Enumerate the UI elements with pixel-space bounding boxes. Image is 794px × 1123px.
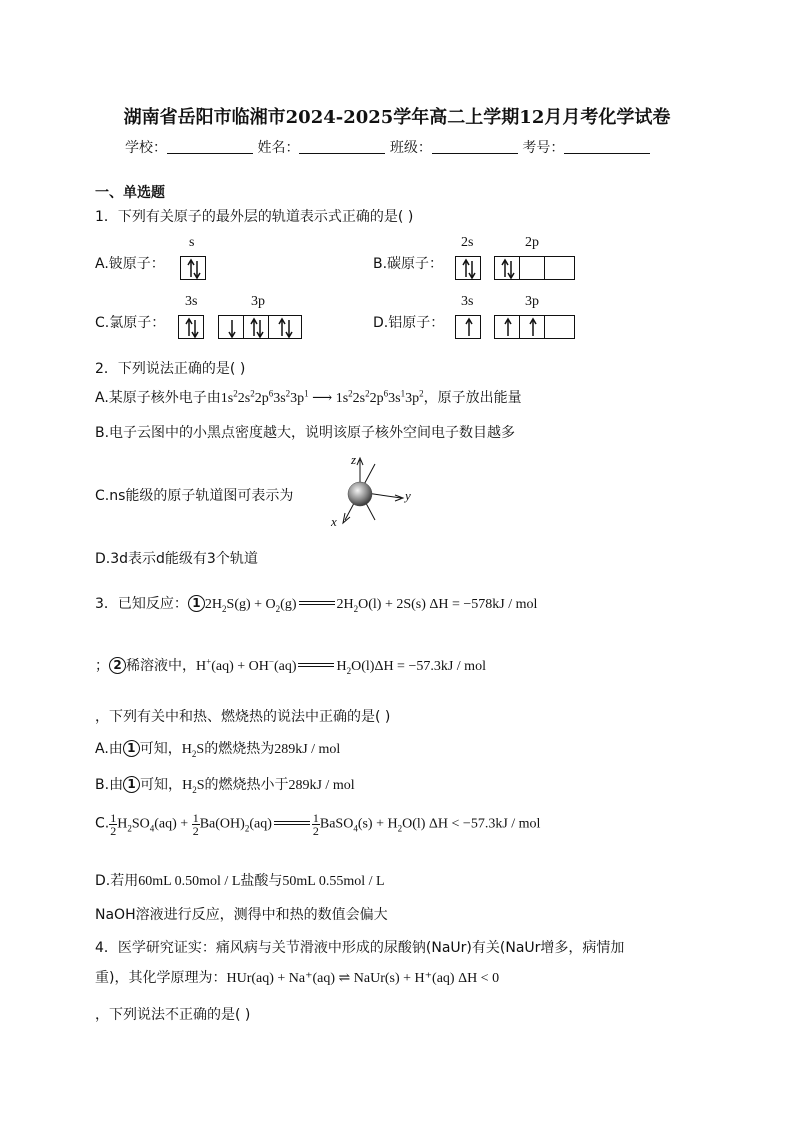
q3-d-value1: 60mL 0.50mol / L xyxy=(138,874,241,889)
q3-b-tail: 的燃烧热小于 xyxy=(204,777,289,793)
name-blank[interactable] xyxy=(299,139,385,154)
orbital-box xyxy=(455,315,481,339)
q3-b-text: 可知， xyxy=(140,777,183,793)
label-3p: 3p xyxy=(525,294,539,309)
fraction-half: $\frac{1}{2}$ xyxy=(110,811,117,838)
paired-arrows-icon xyxy=(244,316,270,340)
class-blank[interactable] xyxy=(432,139,518,154)
q3-option-d-line2: NaOH溶液进行反应，测得中和热的数值会偏大 xyxy=(95,907,388,923)
class-label: 班级： xyxy=(389,140,432,156)
section-heading: 一、单选题 xyxy=(95,185,165,201)
orbital-box xyxy=(494,256,520,280)
q3-stem-post: ，下列有关中和热、燃烧热的说法中正确的是( ) xyxy=(95,709,391,725)
q1-stem: 1．下列有关原子的最外层的轨道表示式正确的是( ) xyxy=(95,209,414,225)
down-arrow-icon xyxy=(219,316,245,340)
label-3p: 3p xyxy=(251,294,265,309)
q1-option-a[interactable]: A.铍原子： xyxy=(95,256,165,272)
paired-arrows-icon xyxy=(269,316,303,340)
exam-no-label: 考号： xyxy=(522,140,565,156)
orbital-box xyxy=(494,315,520,339)
q3-reaction-2 xyxy=(95,655,486,676)
info-line xyxy=(125,137,650,157)
orbital-box xyxy=(268,315,302,339)
q4-stem-line3: ，下列说法不正确的是( ) xyxy=(95,1007,251,1023)
orbital-box xyxy=(178,315,204,339)
exam-no-blank[interactable] xyxy=(564,139,650,154)
axis-z-label: z xyxy=(351,452,357,467)
q2-a-tail: ，原子放出能量 xyxy=(423,390,522,406)
name-label: 姓名： xyxy=(257,140,300,156)
paired-arrows-icon xyxy=(179,316,205,340)
label-2s: 2s xyxy=(461,235,474,250)
reaction-2: H+(aq) + OH−(aq) $H_2O(l)$ xyxy=(196,656,375,676)
sphere-shape xyxy=(348,482,372,506)
up-arrow-icon xyxy=(520,316,546,340)
q2-option-d[interactable]: D.3d表示d能级有3个轨道 xyxy=(95,551,258,567)
q3-a-text: 可知， xyxy=(139,741,182,757)
axis-x-label: x xyxy=(331,514,337,529)
school-blank[interactable] xyxy=(167,139,253,154)
q3-d-mid: 盐酸与 xyxy=(240,873,283,889)
electron-config: $1s^22s^22p^63s^23p^1$ ⟶ $1s^22s^22p^63s^13p^2$ xyxy=(220,388,424,406)
q3-b-letter: B. xyxy=(95,777,110,793)
axis-y-label: y xyxy=(405,488,411,503)
q3-b-value: 289kJ / mol xyxy=(288,778,355,793)
q1-option-c[interactable]: C.氯原子： xyxy=(95,315,166,331)
q3-d-value2: 50mL 0.55mol / L xyxy=(282,874,385,889)
orbital-box xyxy=(544,256,575,280)
q1-option-b[interactable]: B.碳原子： xyxy=(373,256,444,272)
label-3s: 3s xyxy=(185,294,198,309)
label-2p: 2p xyxy=(525,235,539,250)
q3-stem xyxy=(95,593,537,614)
orbital-box xyxy=(519,256,545,280)
q2-option-b[interactable]: B.电子云图中的小黑点密度越大，说明该原子核外空间电子数目越多 xyxy=(95,425,516,441)
fraction-half: $\frac{1}{2}$ xyxy=(312,811,319,838)
paired-arrows-icon xyxy=(181,257,207,281)
q2-a-text: A.某原子核外电子由 xyxy=(95,390,221,406)
s-orbital-diagram xyxy=(325,450,415,532)
fraction-half: $\frac{1}{2}$ xyxy=(192,811,199,838)
q2-option-a[interactable] xyxy=(95,387,522,407)
orbital-box xyxy=(519,315,545,339)
q3-d-text: D.若用 xyxy=(95,873,139,889)
reaction-1: $2H_2S(g) + O_2(g) 2H_2O(l) + 2S(s)$ xyxy=(204,597,430,614)
q3-option-a[interactable] xyxy=(95,738,340,759)
label-s: s xyxy=(189,235,195,250)
h2s-formula: $H_2S$ xyxy=(182,778,205,795)
q3-stem-text: 3．已知反应： xyxy=(95,596,188,612)
circle-number-2: 2 xyxy=(109,657,126,674)
q4-equation: HUr(aq) + Na⁺(aq) ⇌ NaUr(s) + H⁺(aq) ΔH < 0 xyxy=(226,971,500,986)
q4-stem-line2 xyxy=(95,967,499,987)
circle-number-1: 1 xyxy=(123,740,140,757)
q3-r2-text: 稀溶液中， xyxy=(126,658,196,674)
page-title: 湖南省岳阳市临湘市2024-2025学年高二上学期12月月考化学试卷 xyxy=(123,107,671,128)
circle-number-1: 1 xyxy=(188,595,205,612)
q2-option-c[interactable]: C.ns能级的原子轨道图可表示为 xyxy=(95,488,294,504)
orbital-box xyxy=(455,256,481,280)
q3-option-c[interactable]: C. $\frac{1}{2}$ $H_2SO_4(aq)$ + $\frac{1}{2}$ $Ba(OH)_2(aq)$ $\frac{1}{2}$ BaSO$_4$(s) + $H_2O(l) \Delta H < -57.3kJ$ / mol xyxy=(95,811,541,838)
school-label: 学校： xyxy=(125,140,167,156)
up-arrow-icon xyxy=(456,316,482,340)
orbital-box xyxy=(243,315,269,339)
orbital-box xyxy=(218,315,244,339)
q3-b-by: 由 xyxy=(109,777,124,793)
reaction-2-dh: ΔH = −57.3kJ / mol xyxy=(374,659,486,674)
q4-line2-text: 重)，其化学原理为： xyxy=(95,970,227,986)
q1-option-d[interactable]: D.铝原子： xyxy=(373,315,445,331)
orbital-box xyxy=(180,256,206,280)
q3-c-dh: ΔH < −57.3kJ / mol xyxy=(428,816,541,832)
q4-stem-line1: 4．医学研究证实：痛风病与关节滑液中形成的尿酸钠(NaUr)有关(NaUr增多，病情加 xyxy=(95,940,625,956)
circle-number-1: 1 xyxy=(123,776,140,793)
q3-a-tail: 的燃烧热为 xyxy=(204,741,275,757)
q3-r2-prefix: ； xyxy=(95,658,109,674)
label-3s: 3s xyxy=(461,294,474,309)
q3-a-value: 289kJ / mol xyxy=(274,742,341,757)
q3-option-d-line1[interactable] xyxy=(95,870,385,890)
q3-a-letter: A. xyxy=(95,741,109,757)
q2-stem: 2．下列说法正确的是( ) xyxy=(95,361,246,377)
orbital-box xyxy=(544,315,575,339)
paired-arrows-icon xyxy=(456,257,482,281)
q3-a-by: 由 xyxy=(108,741,123,757)
q3-option-b[interactable] xyxy=(95,774,355,795)
q3-c-letter: C. xyxy=(95,815,110,832)
h2s-formula: $H_2S$ xyxy=(181,742,205,759)
up-arrow-icon xyxy=(495,316,521,340)
reaction-1-dh: ΔH = −578kJ / mol xyxy=(429,597,538,612)
paired-arrows-icon xyxy=(495,257,521,281)
